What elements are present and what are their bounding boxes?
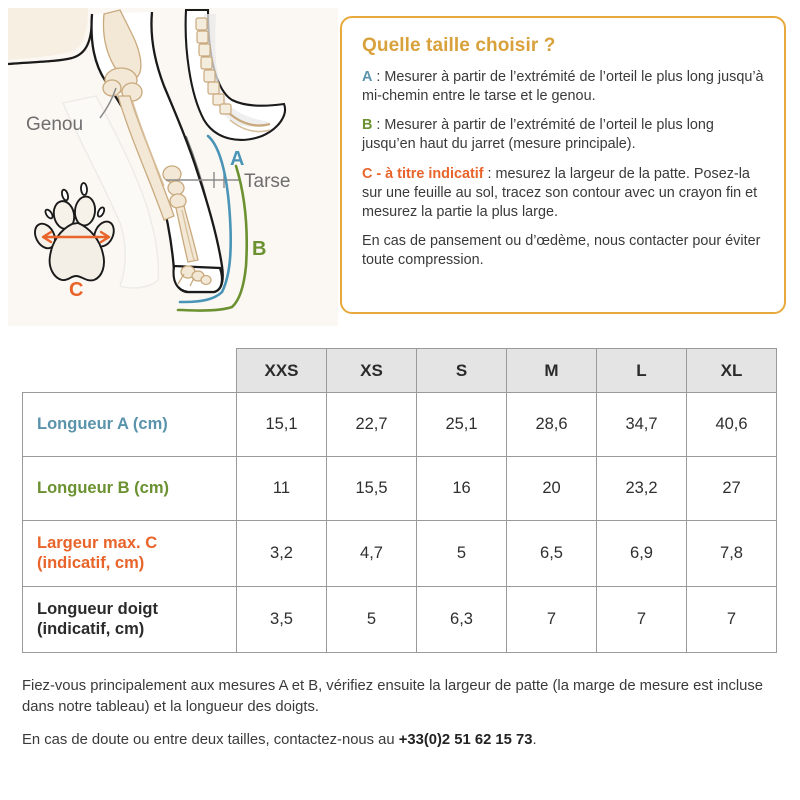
- cell-a-s: 25,1: [417, 393, 507, 457]
- column-header-m: M: [507, 349, 597, 393]
- row-label-largeur-c: [23, 521, 237, 587]
- info-box-title: Quelle taille choisir ?: [362, 35, 556, 56]
- row-label-largeur-c-line1: Largeur max. C: [37, 533, 158, 552]
- column-header-s: S: [417, 349, 507, 393]
- cell-b-xxs: 11: [237, 457, 327, 521]
- paw-print-diagram: [31, 183, 118, 301]
- info-paragraph-note: En cas de pansement ou d’œdème, nous contacter pour éviter toute compression.: [362, 233, 761, 269]
- contact-phone-number[interactable]: +33(0)2 51 62 15 73: [398, 732, 533, 748]
- info-paragraph-c: [362, 165, 764, 222]
- column-header-xs: XS: [327, 349, 417, 393]
- cell-doigt-xxs: 3,5: [237, 587, 327, 653]
- row-label-longueur-doigt: [23, 587, 237, 653]
- cell-c-xxs: 3,2: [237, 521, 327, 587]
- tarse-label: Tarse: [244, 171, 291, 192]
- column-header-l: L: [597, 349, 687, 393]
- table-row: [23, 587, 777, 653]
- info-paragraph-c-text: : mesurez la largeur de la patte. Posez-la sur une feuille au sol, tracez son contour avec un crayon fin et mesurez la partie la plus large.: [362, 165, 758, 220]
- top-section: [0, 0, 800, 332]
- table-header-row: [23, 349, 777, 393]
- cell-b-l: 23,2: [597, 457, 687, 521]
- cell-c-l: 6,9: [597, 521, 687, 587]
- cell-c-m: 6,5: [507, 521, 597, 587]
- footer-line-2-prefix: En cas de doute ou entre deux tailles, contactez-nous au: [22, 732, 399, 748]
- column-header-xl: XL: [687, 349, 777, 393]
- genou-label: Genou: [26, 114, 84, 135]
- measure-b-label: B: [252, 238, 267, 260]
- size-chart-table: [22, 348, 777, 653]
- cell-c-xl: 7,8: [687, 521, 777, 587]
- measure-a-marker: A: [362, 69, 373, 85]
- row-label-longueur-doigt-line1: Longueur doigt: [37, 599, 158, 618]
- cell-c-s: 5: [417, 521, 507, 587]
- measure-c-marker: C - à titre indicatif: [362, 165, 484, 182]
- cell-a-l: 34,7: [597, 393, 687, 457]
- measure-b-marker: B: [362, 117, 373, 134]
- footer-notes: [22, 676, 778, 763]
- cell-doigt-xl: 7: [687, 587, 777, 653]
- cell-doigt-s: 6,3: [417, 587, 507, 653]
- body-contour: [8, 8, 92, 64]
- footer-line-2-suffix: .: [532, 732, 537, 748]
- cell-b-xs: 15,5: [327, 457, 417, 521]
- cell-b-m: 20: [507, 457, 597, 521]
- cell-a-m: 28,6: [507, 393, 597, 457]
- cell-a-xs: 22,7: [327, 393, 417, 457]
- table-row: [23, 521, 777, 587]
- footer-line-1: Fiez-vous principalement aux mesures A et B, vérifiez ensuite la largeur de patte (la marge de mesure est incluse dans notre tableau) et la longueur des doigts.: [22, 678, 764, 715]
- cell-doigt-l: 7: [597, 587, 687, 653]
- table-row: [23, 393, 777, 457]
- info-paragraph-a: [362, 68, 764, 106]
- table-corner-cell: [23, 349, 237, 393]
- cell-a-xl: 40,6: [687, 393, 777, 457]
- cell-doigt-xs: 5: [327, 587, 417, 653]
- size-guide-info-box: [340, 16, 786, 314]
- row-label-longueur-a: Longueur A (cm): [23, 393, 237, 457]
- row-label-longueur-doigt-line2: (indicatif, cm): [37, 619, 145, 638]
- measure-c-label: C: [69, 279, 84, 301]
- info-paragraph-a-text: : Mesurer à partir de l’extrémité de l’orteil le plus long jusqu’à mi-chemin entre le tarse et le genou.: [362, 69, 764, 105]
- row-label-longueur-b: Longueur B (cm): [23, 457, 237, 521]
- table-row: [23, 457, 777, 521]
- cell-doigt-m: 7: [507, 587, 597, 653]
- cell-a-xxs: 15,1: [237, 393, 327, 457]
- footer-line-2: [22, 730, 778, 751]
- column-header-xxs: XXS: [237, 349, 327, 393]
- cell-b-xl: 27: [687, 457, 777, 521]
- measure-a-label: A: [230, 148, 245, 170]
- cell-b-s: 16: [417, 457, 507, 521]
- dog-leg-anatomy-illustration: [8, 8, 338, 326]
- cell-c-xs: 4,7: [327, 521, 417, 587]
- info-paragraph-b: [362, 116, 764, 154]
- info-paragraph-b-text: : Mesurer à partir de l’extrémité de l’orteil le plus long jusqu’en haut du jarret (mesure principale).: [362, 117, 714, 153]
- row-label-largeur-c-line2: (indicatif, cm): [37, 553, 145, 572]
